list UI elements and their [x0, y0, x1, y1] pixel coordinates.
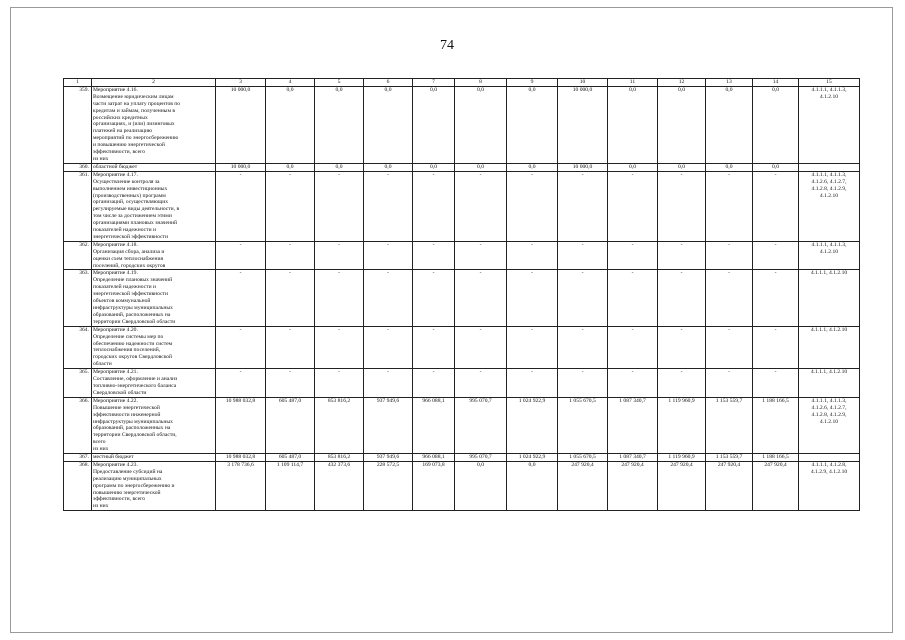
page-number: 74: [440, 38, 454, 53]
amount-cell: -: [364, 241, 413, 270]
activity-name-line: Мероприятие 4.21.: [93, 369, 138, 376]
activity-name-line: Мероприятие 4.20.: [93, 326, 138, 333]
indicator-line: 4.1.2.9, 4.1.2.10: [810, 468, 848, 475]
indicator-line: 4.1.2.10: [819, 248, 839, 255]
amount-cell: 247 920,4: [753, 461, 799, 510]
amount-cell: 937 949,6: [364, 454, 413, 462]
activity-name-line: выполнением инвестиционных: [93, 185, 168, 192]
column-header: 1: [64, 79, 92, 87]
activity-name-line: образований, расположенных на: [93, 311, 171, 318]
column-header: 9: [507, 79, 558, 87]
activity-name-line: всего: [93, 439, 106, 446]
amount-cell: -: [658, 171, 706, 241]
activity-name-line: Мероприятие 4.17.: [93, 171, 138, 178]
amount-cell: -: [608, 326, 658, 368]
amount-cell: 432 373,6: [315, 461, 364, 510]
activity-name-line: местный бюджет: [93, 454, 134, 461]
indicator-line: 4.1.1.1, 4.1.2.10: [810, 369, 848, 376]
column-header: 5: [315, 79, 364, 87]
activity-name-line: инфраструктуры муниципальных: [93, 305, 173, 311]
activity-name-line: Осуществление контроля за: [93, 178, 160, 185]
amount-cell: -: [507, 369, 558, 398]
amount-cell: 1 055 670,5: [558, 454, 608, 462]
activity-name-line: Повышение энергетической: [93, 404, 160, 411]
activity-name-line: Организация сбора, анализа и: [93, 248, 165, 255]
activity-name-line: и повышению энергетической: [93, 142, 165, 149]
activity-name-line: теплоснабжения поселений,: [93, 347, 161, 354]
amount-cell: 0,0: [266, 163, 315, 171]
amount-cell: 10 000,0: [216, 163, 266, 171]
activity-name-line: областной бюджет: [93, 163, 138, 170]
amount-cell: 1 087 340,7: [608, 454, 658, 462]
activity-name-line: эффективности, всего: [93, 149, 146, 156]
column-header: 8: [455, 79, 507, 87]
column-header: 7: [413, 79, 455, 87]
activity-name-line: из них: [93, 446, 109, 453]
indicator-line: 4.1.2.8, 4.1.2.9,: [811, 185, 847, 192]
activity-name-line: (производственных) программ: [93, 192, 166, 199]
amount-cell: -: [558, 326, 608, 368]
indicator-line: 4.1.1.1, 4.1.1.3,: [811, 171, 847, 178]
amount-cell: -: [658, 270, 706, 326]
amount-cell: -: [413, 171, 455, 241]
amount-cell: 0,0: [706, 86, 753, 163]
amount-cell: -: [315, 326, 364, 368]
indicator-line: 4.1.2.10: [819, 192, 839, 199]
target-indicators: [799, 163, 860, 171]
amount-cell: 966 088,1: [413, 397, 455, 453]
activity-name-line: области: [93, 361, 112, 368]
amount-cell: -: [266, 171, 315, 241]
activity-name-line: организациях, и (или) лизинговых: [93, 121, 175, 128]
amount-cell: 1 087 340,7: [608, 397, 658, 453]
activity-name-line: оценки схем теплоснабжения: [93, 255, 164, 262]
activity-name: [92, 326, 216, 368]
amount-cell: -: [413, 241, 455, 270]
amount-cell: 0,0: [706, 163, 753, 171]
activity-name-line: обеспечению надежности систем: [93, 340, 173, 347]
activity-name-line: платежей на реализацию: [93, 128, 153, 135]
table-row: [64, 454, 860, 462]
column-header: 15: [799, 79, 860, 87]
activity-name: [92, 454, 216, 462]
indicator-line: 4.1.1.1, 4.1.2.8,: [811, 461, 847, 468]
activity-name-line: том числе за достижением этими: [93, 213, 172, 220]
indicator-line: 4.1.1.1, 4.1.1.3,: [811, 86, 847, 93]
amount-cell: 10 988 032,8: [216, 397, 266, 453]
activity-name-line: объектов коммунальной: [93, 298, 151, 305]
amount-cell: 0,0: [364, 163, 413, 171]
amount-cell: 10 988 032,8: [216, 454, 266, 462]
amount-cell: -: [658, 326, 706, 368]
activity-name-line: показателей надежности и: [93, 227, 156, 234]
header-row: [64, 79, 860, 87]
target-indicators: [799, 86, 860, 163]
amount-cell: 0,0: [507, 86, 558, 163]
activity-name-line: из них: [93, 155, 109, 162]
amount-cell: -: [753, 241, 799, 270]
row-number: 363.: [64, 270, 92, 326]
amount-cell: 0,0: [507, 461, 558, 510]
amount-cell: -: [608, 241, 658, 270]
activity-name: [92, 86, 216, 163]
indicator-line: 4.1.1.1, 4.1.2.10: [810, 270, 848, 277]
activity-name-line: городских округов Свердловской: [93, 354, 172, 361]
amount-cell: -: [658, 241, 706, 270]
column-header: 14: [753, 79, 799, 87]
amount-cell: 0,0: [455, 163, 507, 171]
activity-name-line: Определение системы мер по: [93, 333, 164, 340]
amount-cell: -: [558, 270, 608, 326]
amount-cell: 247 920,4: [608, 461, 658, 510]
activity-name-line: Возмещение юридическим лицам: [93, 93, 174, 100]
amount-cell: -: [455, 171, 507, 241]
amount-cell: 853 816,2: [315, 397, 364, 453]
amount-cell: -: [753, 369, 799, 398]
activity-name-line: мероприятий по энергосбережению: [93, 135, 179, 142]
amount-cell: 1 024 922,9: [507, 454, 558, 462]
row-number: 360.: [64, 163, 92, 171]
target-indicators: [799, 369, 860, 398]
indicator-line: 4.1.2.10: [819, 418, 839, 425]
amount-cell: 995 070,7: [455, 397, 507, 453]
amount-cell: 0,0: [413, 86, 455, 163]
amount-cell: 1 109 114,7: [266, 461, 315, 510]
activity-name-line: поселений, городских округов: [93, 262, 166, 269]
column-header: 3: [216, 79, 266, 87]
amount-cell: 247 920,4: [706, 461, 753, 510]
activity-name-line: территории Свердловской области: [93, 318, 176, 325]
amount-cell: -: [413, 270, 455, 326]
table-row: [64, 397, 860, 453]
target-indicators: [799, 461, 860, 510]
amount-cell: 966 088,1: [413, 454, 455, 462]
amount-cell: 1 119 960,9: [658, 397, 706, 453]
row-number: 362.: [64, 241, 92, 270]
activity-name-line: эффективности, всего: [93, 496, 146, 503]
column-header: 12: [658, 79, 706, 87]
amount-cell: 1 188 166,5: [753, 397, 799, 453]
activity-name-line: части затрат на уплату процентов по: [93, 100, 181, 107]
amount-cell: 0,0: [608, 163, 658, 171]
indicator-line: 4.1.2.8, 4.1.2.9,: [811, 411, 847, 418]
amount-cell: -: [455, 326, 507, 368]
activity-name-line: Мероприятие 4.22.: [93, 397, 138, 404]
amount-cell: 247 920,4: [558, 461, 608, 510]
activity-name-line: программ по энергосбережению и: [93, 482, 175, 489]
activity-name-line: энергетической эффективности: [93, 291, 168, 298]
amount-cell: -: [507, 171, 558, 241]
activity-name-line: топливно-энергетического баланса: [93, 382, 177, 389]
amount-cell: 605 487,0: [266, 397, 315, 453]
column-header: 6: [364, 79, 413, 87]
amount-cell: 3 178 736,6: [216, 461, 266, 510]
activity-name: [92, 163, 216, 171]
row-number: 359.: [64, 86, 92, 163]
amount-cell: -: [706, 270, 753, 326]
amount-cell: -: [507, 270, 558, 326]
amount-cell: 853 816,2: [315, 454, 364, 462]
amount-cell: 0,0: [753, 163, 799, 171]
activity-name: [92, 397, 216, 453]
indicator-line: 4.1.2.10: [819, 93, 839, 100]
amount-cell: -: [315, 369, 364, 398]
target-indicators: [799, 397, 860, 453]
activity-name-line: из них: [93, 503, 109, 510]
activity-name-line: повышению энергетической: [93, 489, 161, 496]
activity-name: [92, 171, 216, 241]
column-header: 13: [706, 79, 753, 87]
budget-table: [63, 78, 860, 511]
table-row: [64, 270, 860, 326]
table-row: [64, 461, 860, 510]
row-number: 368.: [64, 461, 92, 510]
activity-name-line: инфраструктуры муниципальных: [93, 418, 173, 425]
amount-cell: -: [364, 171, 413, 241]
amount-cell: -: [455, 369, 507, 398]
amount-cell: -: [216, 270, 266, 326]
activity-name-line: реализацию муниципальных: [93, 475, 162, 482]
amount-cell: -: [753, 171, 799, 241]
activity-name-line: эффективности инженерной: [93, 411, 161, 418]
amount-cell: 10 000,0: [558, 86, 608, 163]
activity-name-line: показателей надежности и: [93, 284, 156, 291]
activity-name-line: организациями плановых значений: [93, 220, 177, 227]
activity-name-line: Мероприятие 4.19.: [93, 270, 138, 277]
row-number: 366.: [64, 397, 92, 453]
activity-name-line: Предоставление субсидий на: [93, 468, 163, 475]
amount-cell: -: [455, 270, 507, 326]
amount-cell: -: [413, 326, 455, 368]
amount-cell: 228 572,5: [364, 461, 413, 510]
amount-cell: -: [364, 270, 413, 326]
activity-name-line: кредитам и займам, полученным в: [93, 107, 176, 114]
amount-cell: 0,0: [315, 163, 364, 171]
activity-name-line: территории Свердловской области,: [93, 432, 177, 439]
indicator-line: 4.1.1.1, 4.1.1.3,: [811, 241, 847, 248]
activity-name-line: энергетической эффективности: [93, 233, 168, 240]
amount-cell: -: [266, 270, 315, 326]
amount-cell: 10 000,0: [558, 163, 608, 171]
amount-cell: 0,0: [315, 86, 364, 163]
table-row: [64, 171, 860, 241]
indicator-line: 4.1.1.1, 4.1.1.3,: [811, 397, 847, 404]
amount-cell: -: [608, 270, 658, 326]
amount-cell: 0,0: [753, 86, 799, 163]
amount-cell: -: [558, 369, 608, 398]
amount-cell: 1 055 670,5: [558, 397, 608, 453]
activity-name-line: Свердловской области: [93, 389, 147, 396]
amount-cell: 1 153 559,7: [706, 454, 753, 462]
amount-cell: 0,0: [455, 86, 507, 163]
amount-cell: 1 024 922,9: [507, 397, 558, 453]
amount-cell: -: [216, 369, 266, 398]
row-number: 367.: [64, 454, 92, 462]
target-indicators: [799, 326, 860, 368]
table-row: [64, 326, 860, 368]
amount-cell: -: [413, 369, 455, 398]
row-number: 364.: [64, 326, 92, 368]
target-indicators: [799, 241, 860, 270]
amount-cell: -: [507, 326, 558, 368]
amount-cell: 1 153 559,7: [706, 397, 753, 453]
table-row: [64, 241, 860, 270]
amount-cell: -: [266, 326, 315, 368]
amount-cell: 605 487,0: [266, 454, 315, 462]
amount-cell: -: [558, 171, 608, 241]
amount-cell: 0,0: [455, 461, 507, 510]
amount-cell: -: [266, 369, 315, 398]
activity-name-line: Мероприятие 4.16.: [93, 86, 138, 93]
target-indicators: [799, 270, 860, 326]
table-row: [64, 86, 860, 163]
table-row: [64, 369, 860, 398]
amount-cell: -: [558, 241, 608, 270]
amount-cell: -: [706, 171, 753, 241]
target-indicators: [799, 454, 860, 462]
amount-cell: -: [216, 326, 266, 368]
amount-cell: -: [455, 241, 507, 270]
indicator-line: 4.1.2.6, 4.1.2.7,: [811, 178, 847, 185]
amount-cell: 995 070,7: [455, 454, 507, 462]
row-number: 365.: [64, 369, 92, 398]
amount-cell: 0,0: [608, 86, 658, 163]
activity-name-line: российских кредитных: [93, 114, 148, 121]
activity-name-line: Мероприятие 4.18.: [93, 241, 138, 248]
row-number: 361.: [64, 171, 92, 241]
amount-cell: -: [216, 241, 266, 270]
amount-cell: -: [315, 270, 364, 326]
activity-name-line: Мероприятие 4.23.: [93, 461, 138, 468]
amount-cell: 10 000,0: [216, 86, 266, 163]
amount-cell: -: [706, 241, 753, 270]
amount-cell: 247 920,4: [658, 461, 706, 510]
amount-cell: -: [364, 369, 413, 398]
column-header: 4: [266, 79, 315, 87]
amount-cell: -: [706, 369, 753, 398]
activity-name-line: организаций, осуществляющих: [93, 199, 169, 206]
amount-cell: 937 949,6: [364, 397, 413, 453]
amount-cell: 0,0: [658, 163, 706, 171]
activity-name: [92, 241, 216, 270]
activity-name: [92, 461, 216, 510]
indicator-line: 4.1.2.6, 4.1.2.7,: [811, 404, 847, 411]
amount-cell: -: [608, 171, 658, 241]
amount-cell: -: [315, 171, 364, 241]
activity-name: [92, 369, 216, 398]
table-row: [64, 163, 860, 171]
amount-cell: -: [266, 241, 315, 270]
amount-cell: -: [753, 270, 799, 326]
amount-cell: 1 119 960,9: [658, 454, 706, 462]
amount-cell: 0,0: [507, 163, 558, 171]
amount-cell: -: [315, 241, 364, 270]
amount-cell: -: [507, 241, 558, 270]
activity-name: [92, 270, 216, 326]
column-header: 11: [608, 79, 658, 87]
amount-cell: -: [216, 171, 266, 241]
amount-cell: 0,0: [266, 86, 315, 163]
amount-cell: -: [658, 369, 706, 398]
activity-name-line: регулируемые виды деятельности, в: [93, 206, 180, 213]
activity-name-line: Составление, оформление и анализ: [93, 376, 178, 383]
activity-name-line: Определение плановых значений: [93, 277, 173, 284]
amount-cell: -: [706, 326, 753, 368]
indicator-line: 4.1.1.1, 4.1.2.10: [810, 326, 848, 333]
activity-name-line: образований, расположенных на: [93, 425, 171, 432]
amount-cell: 1 188 166,5: [753, 454, 799, 462]
column-header: 10: [558, 79, 608, 87]
amount-cell: 0,0: [413, 163, 455, 171]
amount-cell: -: [364, 326, 413, 368]
target-indicators: [799, 171, 860, 241]
amount-cell: 0,0: [364, 86, 413, 163]
amount-cell: 0,0: [658, 86, 706, 163]
column-header: 2: [92, 79, 216, 87]
amount-cell: -: [753, 326, 799, 368]
amount-cell: -: [608, 369, 658, 398]
amount-cell: 169 073,8: [413, 461, 455, 510]
